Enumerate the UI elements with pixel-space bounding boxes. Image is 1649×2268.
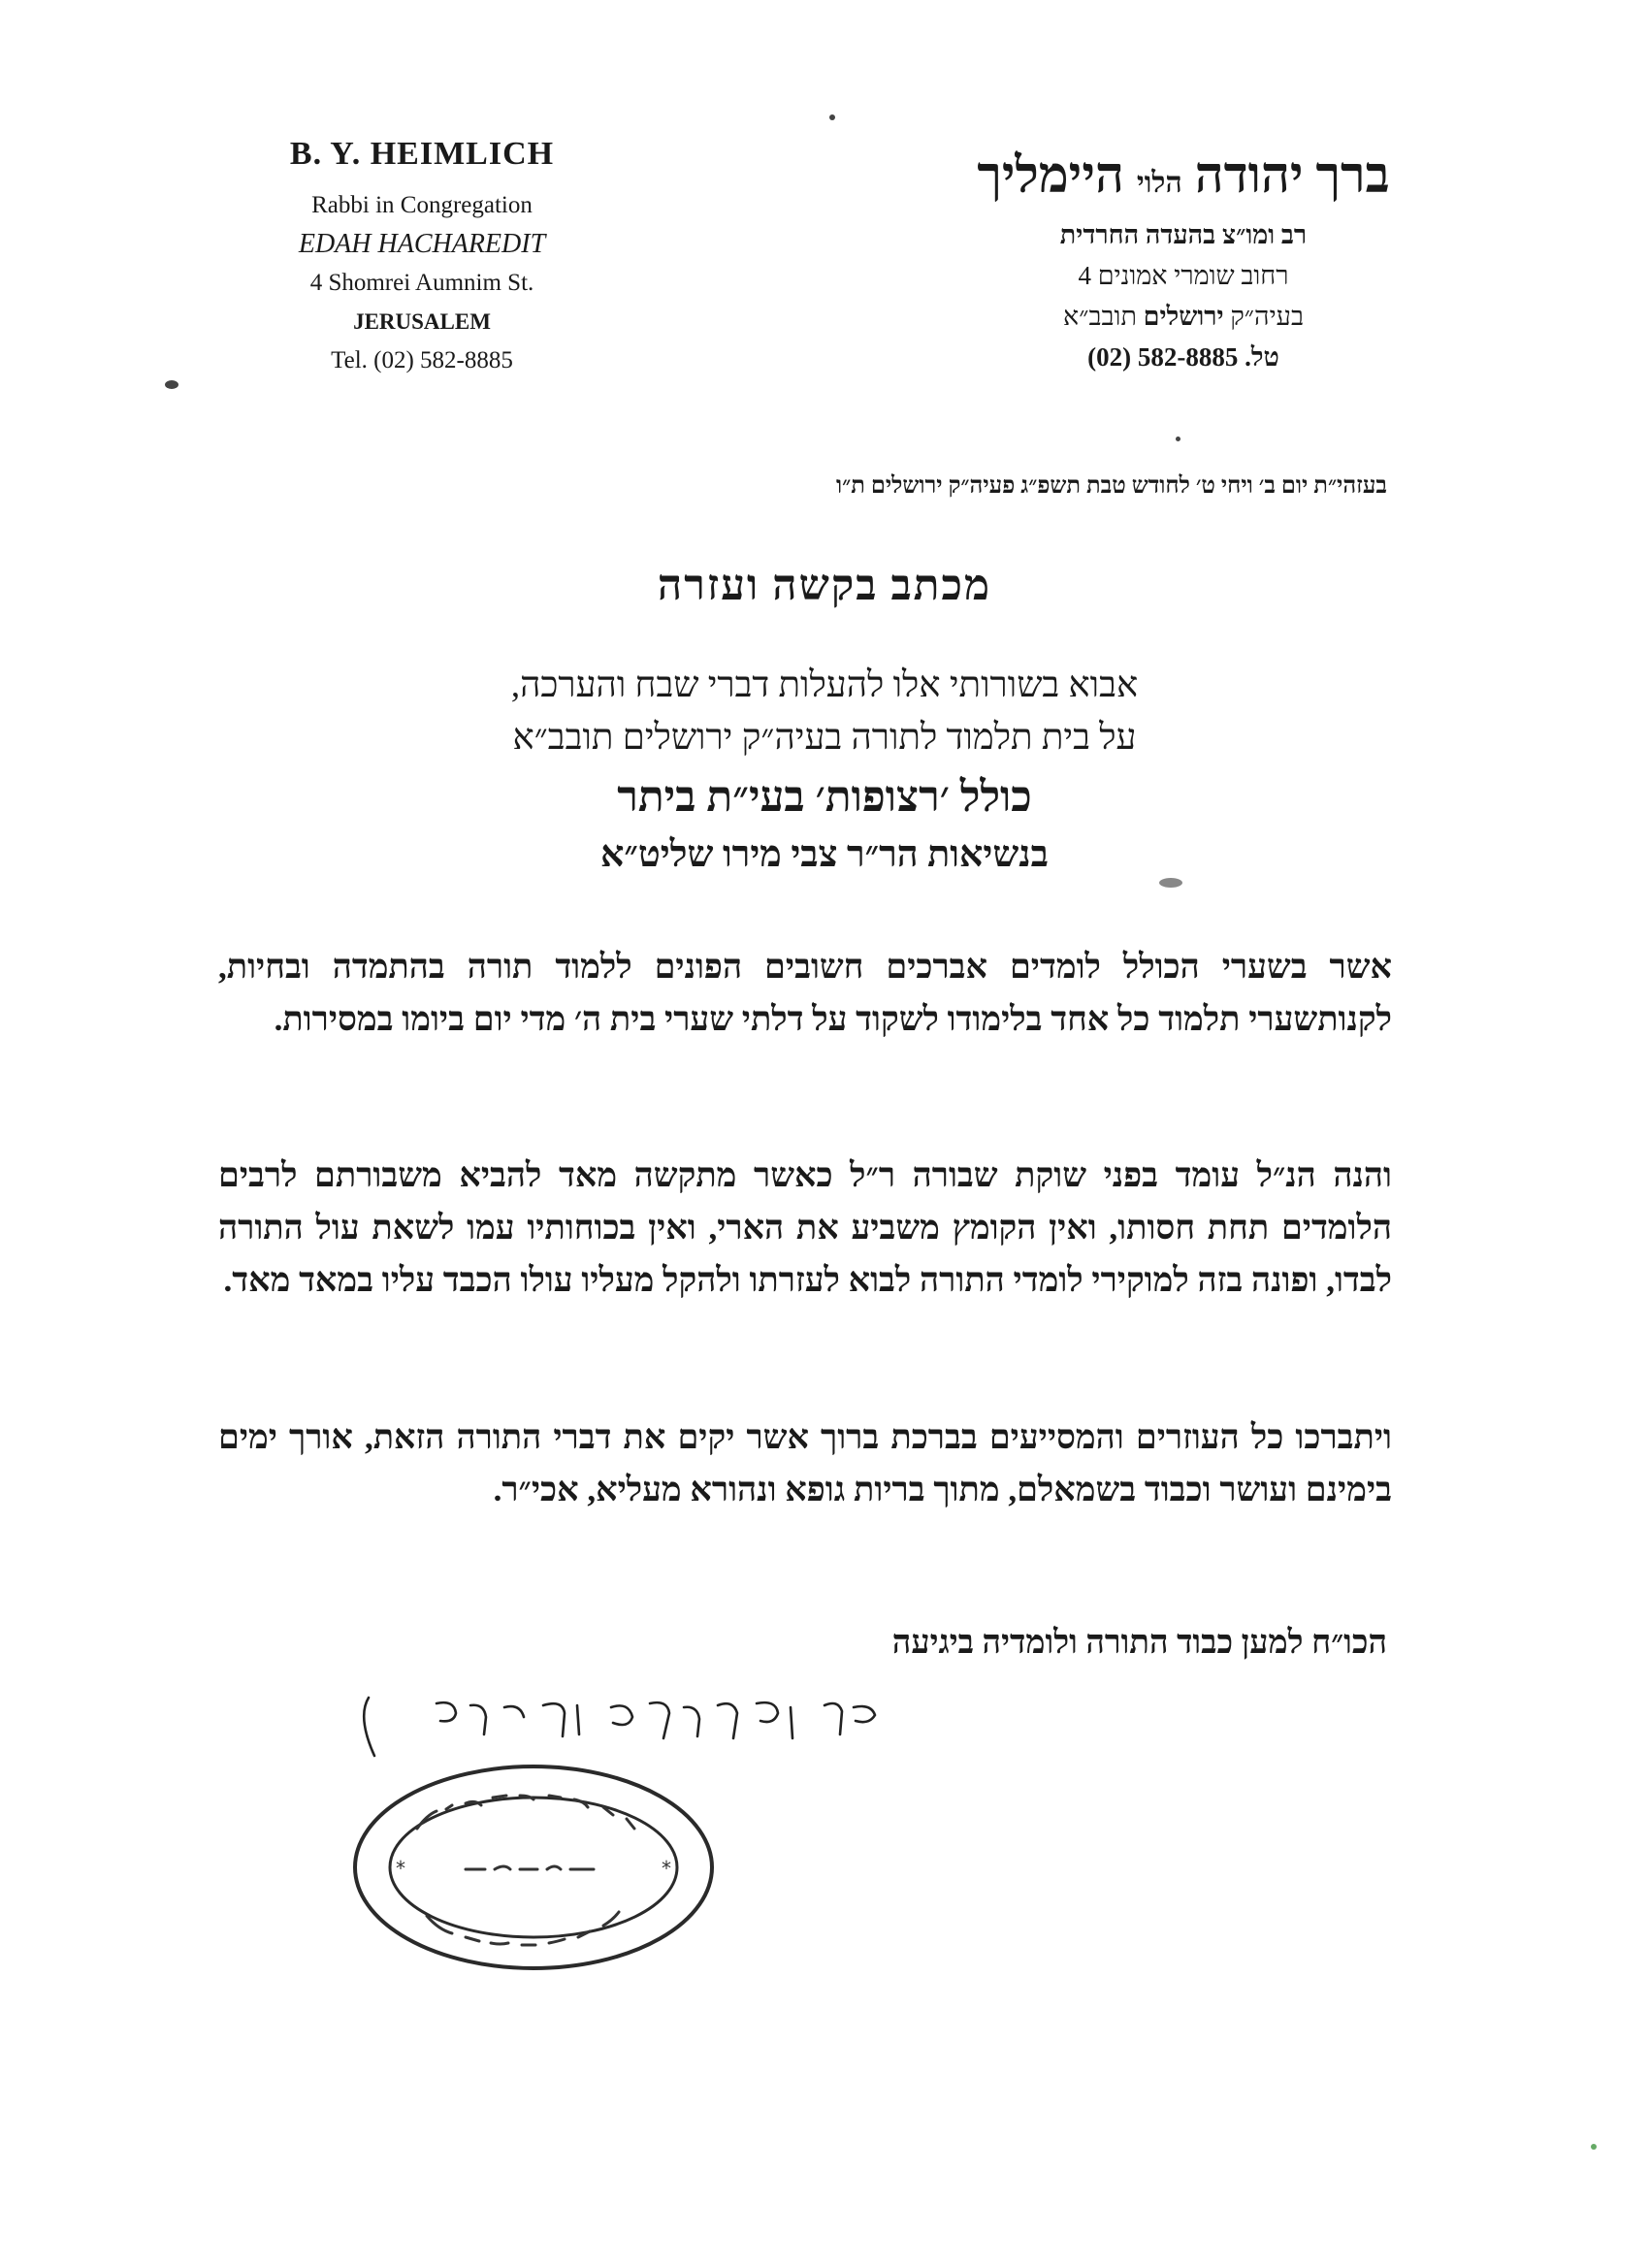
rabbi-title-he: רב ומו״צ בהעדה החרדית <box>1059 220 1308 249</box>
handwritten-signature <box>349 1678 892 1766</box>
intro-block <box>0 660 1649 883</box>
svg-text:*: * <box>662 1857 671 1880</box>
body-paragraph: ויתברכו כל העוזרים והמסייעים בברכת ברוך אשר יקים את דברי התורה הזאת, אורך ימים בימינם ועושר וכבוד בשמאלם, מתוך בריות גופא ונהורא מעליא, אכי״ר. <box>218 1418 1392 1508</box>
city-en: JERUSALEM <box>353 309 491 334</box>
closing-line: הכו״ח למען כבוד התורה ולומדיה ביגיעה <box>891 1625 1387 1661</box>
date-line: בעזהי״ת יום ב׳ ויחי ט׳ לחודש טבת תשפ״ג פעיה״ק ירושלים ת״ו <box>835 473 1387 499</box>
body-paragraph: והנה הנ״ל עומד בפני שוקת שבורה ר״ל כאשר מתקשה מאד להביא משבורתם לרבים הלומדים תחת חסותו, ואין הקומץ משביע את הארי, ואין בכוחותיו עמו לשאת עול התורה לבדו, ופונה בזה למוקירי לומדי התורה לבוא לעזרתו ולהקל מעליו עולו הכבד עליו במאד מאד. <box>218 1156 1392 1299</box>
rabbi-name-he-halevi: הלוי <box>1136 167 1182 199</box>
scan-speck <box>1159 878 1182 888</box>
city-he-suffix: תובב״א <box>1063 302 1137 331</box>
letterhead-english <box>247 136 597 380</box>
svg-text:*: * <box>396 1857 405 1880</box>
rabbi-name-he-last: היימליך <box>977 148 1124 204</box>
city-he-name: ירושלים <box>1143 302 1224 331</box>
kollel-name: כולל ׳רצופות׳ בעי״ת ביתר <box>617 773 1032 821</box>
phone-en: Tel. (02) 582-8885 <box>331 347 513 373</box>
org-name-en: EDAH HACHAREDIT <box>298 229 546 259</box>
letterhead-hebrew <box>951 146 1416 377</box>
city-he <box>951 296 1416 337</box>
phone-he: טל. 582-8885 (02) <box>1087 342 1279 372</box>
rabbi-name-he <box>951 146 1416 214</box>
intro-line-1: אבוא בשורותי אלו להעלות דברי שבח והערכה, <box>510 665 1139 705</box>
body-paragraph: אשר בשערי הכולל לומדים אברכים חשובים הפונים ללמוד תורה בהתמדה ובחיות, לקנותשערי תלמוד כל אחד בלימודו לשקוד על דלתי שערי בית ה׳ מדי יום ביומו במסירות. <box>218 948 1392 1038</box>
city-he-prefix: בעיה״ק <box>1230 302 1304 331</box>
kollel-president: בנשיאות הר״ר צבי מירו שליט״א <box>600 834 1049 875</box>
intro-line-2: על בית תלמוד לתורה בעיה״ק ירושלים תובב״א <box>512 718 1137 758</box>
scan-speck <box>1591 2144 1597 2150</box>
scan-speck <box>1176 437 1180 441</box>
rabbinical-stamp <box>349 1761 718 1974</box>
rabbi-title-en: Rabbi in Congregation <box>311 192 533 218</box>
rabbi-name-en: B. Y. HEIMLICH <box>289 136 555 172</box>
address-he: רחוב שומרי אמונים 4 <box>1078 261 1289 290</box>
letter-title: מכתב בקשה ועזרה <box>657 562 992 609</box>
scan-speck <box>829 114 835 120</box>
rabbi-name-he-first: ברך יהודה <box>1194 148 1390 204</box>
address-en: 4 Shomrei Aumnim St. <box>309 270 534 296</box>
scan-speck <box>165 380 178 389</box>
